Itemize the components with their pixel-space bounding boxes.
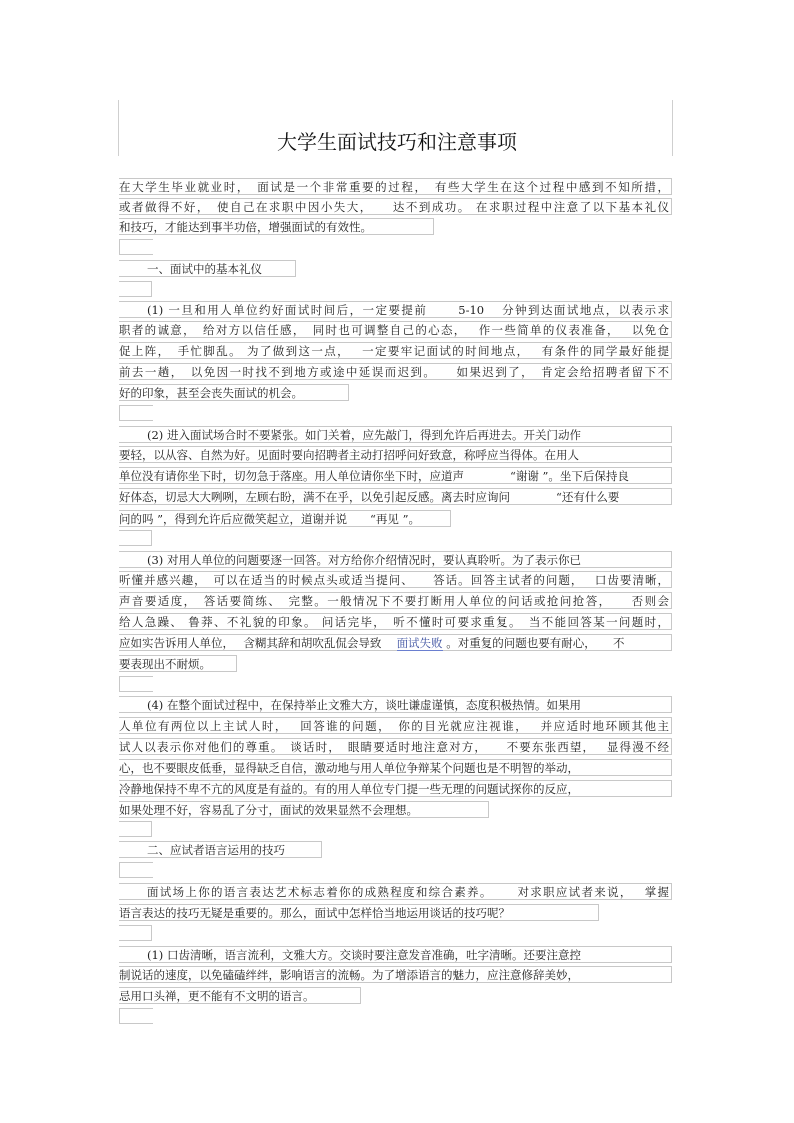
section-heading: 二、应试者语言运用的技巧 [119, 841, 322, 858]
paragraph-line: 试人以表示你对他们的尊重。 谈话时， 眼睛要适时地注意对方， 不要东张西望， 显得漫不经 [119, 738, 672, 755]
empty-paragraph-marker [119, 530, 152, 546]
paragraph-line: 职者的诚意， 给对方以信任感， 同时也可调整自己的心态， 作一些简单的仪表准备， 以免仓 [119, 321, 672, 338]
paragraph-line: 问的吗 ”，得到允许后应微笑起立，道谢并说 “再见 ”。 [119, 510, 451, 527]
document-title: 大学生面试技巧和注意事项 [277, 130, 517, 154]
paragraph-line: 冷静地保持不卑不亢的风度是有益的。有的用人单位专门提一些无理的问题试探你的反应， [119, 780, 672, 797]
empty-paragraph-marker [119, 281, 152, 297]
paragraph-line: 要表现出不耐烦。 [119, 655, 237, 672]
empty-paragraph-marker [119, 405, 153, 421]
paragraph-line: 给人急躁、 鲁莽、不礼貌的印象。 问话完毕， 听不懂时可要求重复。 当不能回答某一问题时， [119, 613, 672, 630]
intro-line: 或者做得不好， 使自己在求职中因小失大， 达不到成功。 在求职过程中注意了以下基本礼仪 [119, 198, 672, 215]
paragraph-line: (1) 口齿清晰，语言流利，文雅大方。交谈时要注意发音准确，吐字清晰。还要注意控 [119, 946, 672, 963]
paragraph-line: 忌用口头禅，更不能有不文明的语言。 [119, 987, 361, 1004]
paragraph-line: 要轻，以从容、自然为好。见面时要向招聘者主动打招呼问好致意，称呼应当得体。在用人 [119, 446, 672, 463]
empty-paragraph-marker [119, 925, 152, 941]
paragraph-line: 好的印象，甚至会丧失面试的机会。 [119, 384, 349, 401]
section-heading: 一、面试中的基本礼仪 [119, 260, 296, 277]
empty-paragraph-marker [119, 676, 153, 692]
paragraph-line: 心，也不要眼皮低垂，显得缺乏自信，激动地与用人单位争辩某个问题也是不明智的举动， [119, 759, 672, 776]
paragraph-line: 如果处理不好，容易乱了分寸，面试的效果显然不会理想。 [119, 801, 489, 818]
paragraph-line: 语言表达的技巧无疑是重要的。那么，面试中怎样恰当地运用谈话的技巧呢？ [119, 904, 599, 921]
paragraph-line: 声音要适度， 答话要简练、 完整。一般情况下不要打断用人单位的问话或抢问抢答， 否则会 [119, 592, 672, 609]
paragraph-line: (3) 对用人单位的问题要逐一回答。对方给你介绍情况时，要认真聆听。为了表示你已 [119, 551, 672, 568]
empty-paragraph-marker [119, 1008, 153, 1024]
paragraph-text: 。对重复的问题也要有耐心， 不 [442, 636, 625, 650]
paragraph-line: 听懂并感兴趣， 可以在适当的时候点头或适当提问、 答话。回答主试者的问题， 口齿要清晰， [119, 571, 672, 588]
paragraph-text: 应如实告诉用人单位， 含糊其辞和胡吹乱侃会导致 [119, 636, 397, 650]
intro-line: 和技巧，才能达到事半功倍，增强面试的有效性。 [119, 218, 434, 235]
paragraph-line [119, 634, 672, 651]
empty-paragraph-marker [119, 239, 153, 255]
empty-paragraph-marker [119, 862, 153, 878]
paragraph-line: 促上阵， 手忙脚乱。 为了做到这一点， 一定要牢记面试的时间地点， 有条件的同学最好能提 [119, 342, 672, 359]
paragraph-line: (4) 在整个面试过程中，在保持举止文雅大方，谈吐谦虚谨慎，态度积极热情。如果用 [119, 696, 672, 713]
paragraph-line: (1) 一旦和用人单位约好面试时间后，一定要提前 5-10 分钟到达面试地点，以表示求 [119, 301, 672, 318]
paragraph-line: (2) 进入面试场合时不要紧张。如门关着，应先敲门，得到允许后再进去。开关门动作 [119, 426, 672, 443]
paragraph-line: 前去一趟， 以免因一时找不到地方或途中延误而迟到。 如果迟到了， 肯定会给招聘者留下不 [119, 363, 672, 380]
paragraph-line: 面试场上你的语言表达艺术标志着你的成熟程度和综合素养。 对求职应试者来说， 掌握 [119, 883, 672, 900]
paragraph-line: 单位没有请你坐下时，切勿急于落座。用人单位请你坐下时，应道声 “谢谢 ”。坐下后保持良 [119, 467, 672, 484]
paragraph-line: 制说话的速度，以免磕磕绊绊，影响语言的流畅。为了增添语言的魅力，应注意修辞美妙， [119, 966, 672, 983]
paragraph-line: 人单位有两位以上主试人时， 回答谁的问题， 你的目光就应注视谁， 并应适时地环顾其他主 [119, 717, 672, 734]
paragraph-line: 好体态，切忌大大咧咧，左顾右盼，满不在乎，以免引起反感。离去时应询问 “还有什么要 [119, 488, 672, 505]
interview-failure-link[interactable]: 面试失败 [396, 636, 443, 650]
empty-paragraph-marker [119, 821, 152, 837]
intro-line: 在大学生毕业就业时， 面试是一个非常重要的过程， 有些大学生在这个过程中感到不知所措， [119, 178, 672, 195]
